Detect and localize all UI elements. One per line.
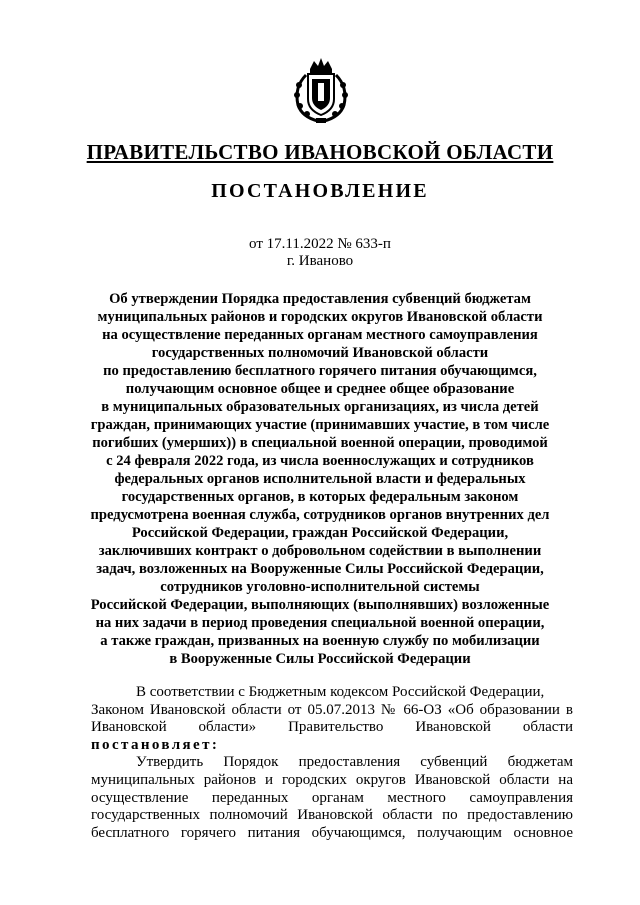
body-line: муниципальных районов и городских округов Ивановской области на <box>91 771 573 788</box>
body-line: Ивановской области» Правительство Ивановской области <box>91 719 573 736</box>
title-line: Российской Федерации, выполняющих (выполнявших) возложенные <box>90 597 550 613</box>
title-line: погибших (умерших)) в специальной военной операции, проводимой <box>92 435 548 451</box>
body-line: бесплатного горячего питания обучающимся, получающим основное <box>91 824 573 841</box>
city: г. Иваново <box>286 253 354 269</box>
title-line: на них задачи в период проведения специальной военной операции, <box>95 615 545 631</box>
document-type: ПОСТАНОВЛЕНИЕ <box>211 180 429 202</box>
title-line: с 24 февраля 2022 года, из числа военнослужащих и сотрудников <box>106 453 534 469</box>
title-line: заключивших контракт о добровольном содействии в выполнении <box>98 543 542 559</box>
title-line: государственных органов, в которых федеральным законом <box>121 489 519 505</box>
title-line: муниципальных районов и городских округов Ивановской области <box>97 309 543 325</box>
government-name: ПРАВИТЕЛЬСТВО ИВАНОВСКОЙ ОБЛАСТИ <box>86 140 554 164</box>
coat-of-arms-emblem <box>290 55 352 125</box>
title-line: на осуществление переданных органам местного самоуправления <box>102 327 538 343</box>
body-line: осуществление переданных органам местного самоуправления <box>91 789 573 806</box>
title-line: граждан, принимающих участие (принимавших участие, в том числе <box>90 417 550 433</box>
document-body <box>91 684 573 842</box>
body-line: Законом Ивановской области от 05.07.2013 № 66-ОЗ «Об образовании в <box>91 701 573 718</box>
body-line-decree-verb: постановляет: <box>91 736 220 753</box>
title-line: по предоставлению бесплатного горячего питания обучающимся, <box>103 363 537 379</box>
title-line: в муниципальных образовательных организациях, из числа детей <box>101 399 539 415</box>
title-line: федеральных органов исполнительной власти и федеральных <box>114 471 526 487</box>
document-title <box>80 290 560 668</box>
title-line: государственных полномочий Ивановской области <box>151 345 489 361</box>
title-line: Российской Федерации, граждан Российской Федерации, <box>131 525 509 541</box>
body-line: В соответствии с Бюджетным кодексом Российской Федерации, <box>136 684 545 700</box>
date-number: от 17.11.2022 № 633-п <box>249 236 391 252</box>
title-line: задач, возложенных на Вооруженные Силы Российской Федерации, <box>96 561 544 577</box>
title-line: получающим основное общее и среднее общее образование <box>125 381 515 397</box>
title-line: Об утверждении Порядка предоставления субвенций бюджетам <box>109 291 531 307</box>
title-line: а также граждан, призванных на военную службу по мобилизации <box>100 633 540 649</box>
title-line: предусмотрена военная служба, сотрудников органов внутренних дел <box>90 507 550 523</box>
body-line: Утвердить Порядок предоставления субвенций бюджетам <box>136 754 573 771</box>
title-line: в Вооруженные Силы Российской Федерации <box>169 651 471 667</box>
title-line: сотрудников уголовно-исполнительной системы <box>160 579 480 595</box>
body-line: государственных полномочий Ивановской области по предоставлению <box>91 807 573 824</box>
document-meta <box>0 236 640 270</box>
